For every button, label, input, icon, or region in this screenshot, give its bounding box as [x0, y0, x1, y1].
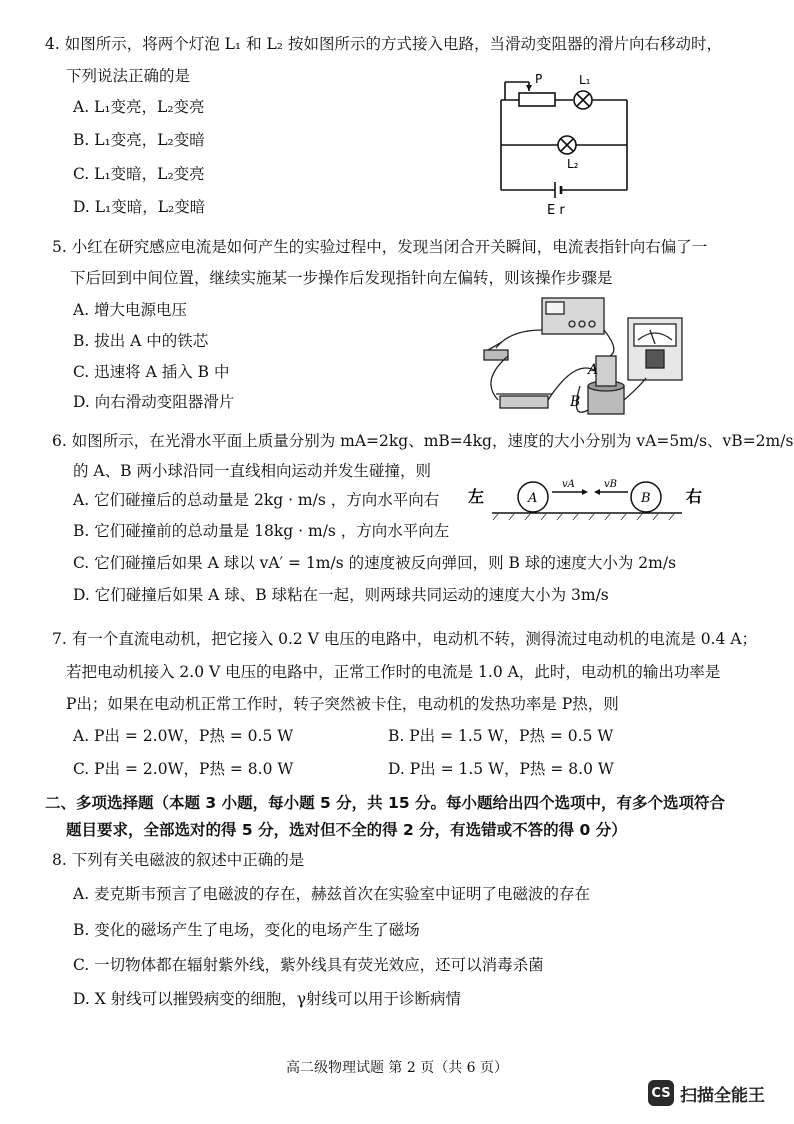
q5-label-a: A: [588, 362, 599, 378]
q6-collision-diagram: [462, 476, 712, 524]
q4-label-p: P: [535, 72, 543, 86]
q6-option-a: A. 它们碰撞后的总动量是 2kg · m/s ，方向水平向右: [73, 491, 440, 509]
scanner-label: 扫描全能王: [680, 1085, 765, 1106]
q6-ball-b-label: B: [641, 491, 651, 506]
q6-option-b: B. 它们碰撞前的总动量是 18kg · m/s ，方向水平向左: [73, 522, 450, 540]
q5-option-b: B. 拔出 A 中的铁芯: [73, 332, 209, 350]
q5-option-d: D. 向右滑动变阻器滑片: [73, 393, 235, 411]
q6-ball-a-label: A: [528, 491, 538, 506]
q6-stem-line2: 的 A、B 两小球沿同一直线相向运动并发生碰撞，则: [73, 462, 431, 480]
q7-stem-line1: 7. 有一个直流电动机，把它接入 0.2 V 电压的电路中，电动机不转，测得流过电动机的电流是 0.4 A；: [52, 630, 758, 648]
page-footer: 高二级物理试题 第 2 页（共 6 页）: [285, 1060, 509, 1076]
q4-option-d: D. L₁变暗，L₂变暗: [73, 198, 206, 216]
q4-option-b: B. L₁变亮，L₂变暗: [73, 131, 205, 149]
q4-stem-line2: 下列说法正确的是: [66, 67, 191, 85]
q5-stem-line1: 5. 小红在研究感应电流是如何产生的实验过程中，发现当闭合开关瞬间，电流表指针向右偏了一: [52, 238, 708, 256]
q8-option-a: A. 麦克斯韦预言了电磁波的存在，赫兹首次在实验室中证明了电磁波的存在: [73, 885, 591, 903]
q4-label-l1: L₁: [579, 73, 591, 87]
q4-stem-line1: 4. 如图所示，将两个灯泡 L₁ 和 L₂ 按如图所示的方式接入电路，当滑动变阻器的滑片向右移动时，: [45, 35, 722, 53]
q6-label-va: vA: [562, 479, 575, 490]
q7-option-c: C. P出 = 2.0W，P热 = 8.0 W: [73, 760, 294, 778]
q5-induction-apparatus: [470, 290, 690, 425]
scanner-watermark: [648, 1080, 765, 1106]
section2-heading-line1: 二、多项选择题（本题 3 小题，每小题 5 分，共 15 分。每小题给出四个选项中，有多个选项符合: [45, 794, 726, 812]
q7-option-d: D. P出 = 1.5 W，P热 = 8.0 W: [388, 760, 614, 778]
q7-option-b: B. P出 = 1.5 W，P热 = 0.5 W: [388, 727, 614, 745]
q5-option-c: C. 迅速将 A 插入 B 中: [73, 363, 230, 381]
q6-label-right: 右: [686, 487, 703, 506]
q4-circuit-diagram: [495, 68, 645, 218]
q4-label-er: E r: [547, 203, 565, 218]
q5-rheostat: [500, 396, 548, 408]
q5-label-b: B: [570, 394, 581, 410]
camscanner-logo-icon: CS: [648, 1080, 674, 1106]
q6-label-left: 左: [468, 487, 485, 506]
q4-option-a: A. L₁变亮，L₂变亮: [73, 98, 205, 116]
q6-label-vb: vB: [604, 479, 617, 490]
q6-option-c: C. 它们碰撞后如果 A 球以 vA′ = 1m/s 的速度被反向弹回，则 B 球的速度大小为 2m/s: [73, 554, 677, 572]
q6-stem-line1: 6. 如图所示，在光滑水平面上质量分别为 mA=2kg、mB=4kg，速度的大小分别为 vA=5m/s、vB=2m/s: [52, 432, 794, 450]
q5-stem-line2: 下后回到中间位置，继续实施某一步操作后发现指针向左偏转，则该操作步骤是: [70, 269, 613, 287]
q7-option-a: A. P出 = 2.0W，P热 = 0.5 W: [73, 727, 294, 745]
q6-option-d: D. 它们碰撞后如果 A 球、B 球粘在一起，则两球共同运动的速度大小为 3m/s: [73, 586, 609, 604]
q8-option-d: D. X 射线可以摧毁病变的细胞，γ射线可以用于诊断病情: [73, 990, 461, 1008]
q5-option-a: A. 增大电源电压: [73, 301, 188, 319]
q5-coil-a: [596, 356, 616, 386]
q7-stem-line2: 若把电动机接入 2.0 V 电压的电路中，正常工作时的电流是 1.0 A，此时，电动机的输出功率是: [66, 663, 721, 681]
q4-rheostat: [519, 93, 555, 106]
q8-option-b: B. 变化的磁场产生了电场，变化的电场产生了磁场: [73, 921, 420, 939]
q8-option-c: C. 一切物体都在辐射紫外线，紫外线具有荧光效应，还可以消毒杀菌: [73, 956, 544, 974]
q4-label-l2: L₂: [567, 157, 579, 171]
section2-heading-line2: 题目要求，全部选对的得 5 分，选对但不全的得 2 分，有选错或不答的得 0 分）: [66, 821, 627, 839]
q4-option-c: C. L₁变暗，L₂变亮: [73, 165, 205, 183]
q8-stem: 8. 下列有关电磁波的叙述中正确的是: [52, 851, 305, 869]
q7-stem-line3: P出；如果在电动机正常工作时，转子突然被卡住，电动机的发热功率是 P热，则: [66, 695, 619, 713]
